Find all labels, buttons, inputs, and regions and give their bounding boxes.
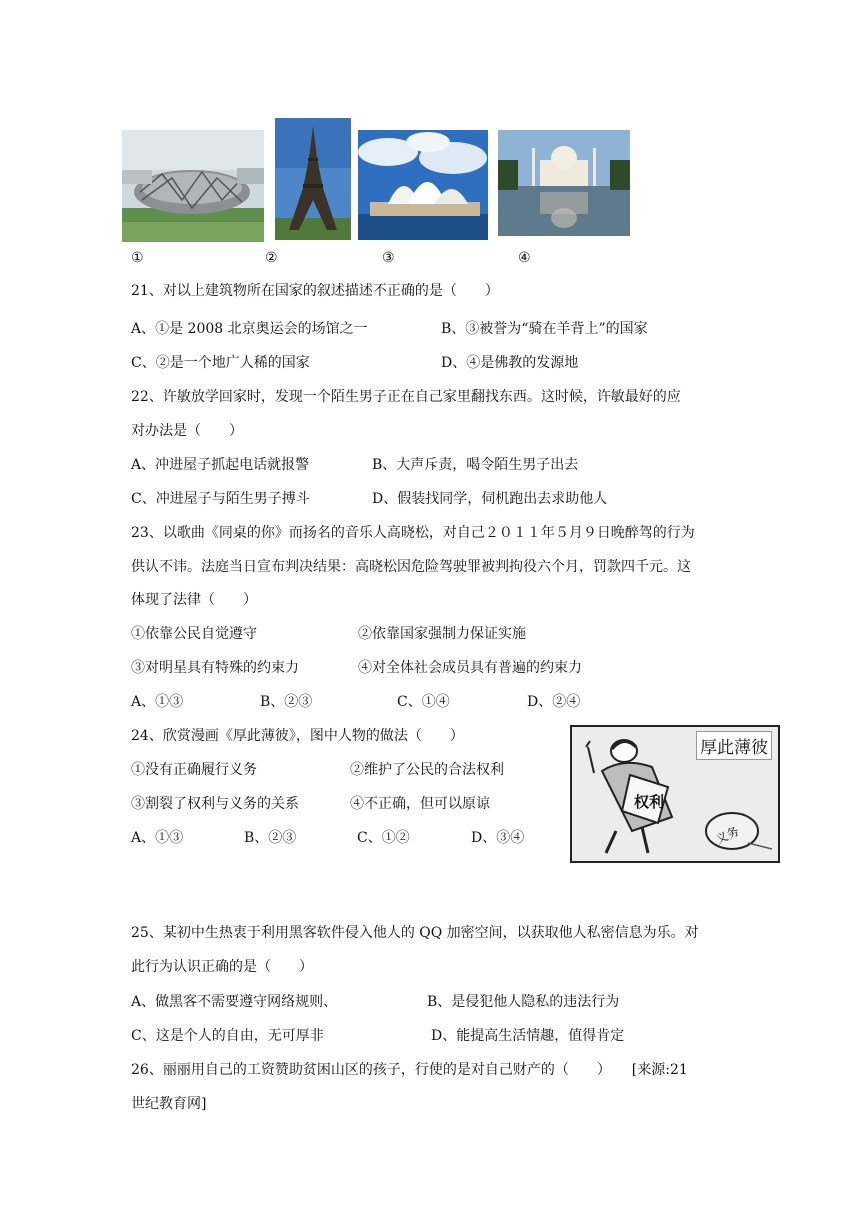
q23-option-a: A、①③ bbox=[131, 694, 184, 710]
q23-option-d: D、②④ bbox=[527, 694, 581, 710]
q25-stem-line2-visible: 此行为认识正确的是（ ） bbox=[131, 959, 313, 975]
q25-option-a: A、做黑客不需要遵守网络规则、 bbox=[131, 994, 338, 1010]
q24-statement-1: ①没有正确履行义务 bbox=[131, 762, 257, 778]
q26-stem-line1: 26、丽丽用自己的工资赞助贫困山区的孩子，行使的是对自己财产的（ ） [来源:21 bbox=[131, 1062, 688, 1078]
q21-option-d: D、④是佛教的发源地 bbox=[441, 355, 579, 371]
q25-option-c: C、这是个人的自由，无可厚非 bbox=[131, 1028, 324, 1044]
photo-label-3: ③ bbox=[382, 250, 395, 266]
q25-option-d: D、能提高生活情趣，值得肯定 bbox=[431, 1028, 625, 1044]
q21-option-a: A、①是 2008 北京奥运会的场馆之一 bbox=[131, 321, 368, 337]
sydney-opera-house-photo bbox=[358, 130, 488, 240]
q24-stem: 24、欣赏漫画《厚此薄彼》，图中人物的做法（ ） bbox=[131, 728, 464, 744]
q22-option-c: C、冲进屋子与陌生男子搏斗 bbox=[131, 491, 310, 507]
q24-option-c: C、①② bbox=[357, 830, 410, 846]
q22-option-d: D、假装找同学，伺机跑出去求助他人 bbox=[372, 491, 608, 507]
q25-option-b: B、是侵犯他人隐私的违法行为 bbox=[427, 994, 620, 1010]
q22-stem-line2: 对办法是（ ） bbox=[131, 423, 243, 439]
q23-option-c: C、①④ bbox=[397, 694, 450, 710]
q24-option-d: D、③④ bbox=[471, 830, 525, 846]
bird-nest-stadium-photo bbox=[122, 130, 264, 242]
q23-statement-2: ②依靠国家强制力保证实施 bbox=[358, 626, 526, 642]
q26-stem-line2: 世纪教育网] bbox=[131, 1096, 207, 1112]
q22-option-b: B、大声斥责，喝令陌生男子出去 bbox=[372, 457, 579, 473]
photo-label-1: ① bbox=[131, 250, 144, 266]
photo-label-4: ④ bbox=[518, 250, 531, 266]
photo-label-2: ② bbox=[265, 250, 278, 266]
q23-stem-line3: 体现了法律（ ） bbox=[131, 592, 257, 608]
eiffel-tower-photo bbox=[275, 118, 351, 240]
cartoon-image bbox=[570, 725, 780, 863]
q24-statement-3: ③割裂了权利与义务的关系 bbox=[131, 796, 299, 812]
q21-stem: 21、对以上建筑物所在国家的叙述描述不正确的是（ ） bbox=[131, 283, 499, 299]
q24-statement-4: ④不正确，但可以原谅 bbox=[350, 796, 490, 812]
q21-option-b: B、③被誉为“骑在羊背上”的国家 bbox=[441, 321, 648, 337]
q25-stem-line1: 25、某初中生热衷于利用黑客软件侵入他人的 QQ 加密空间，以获取他人私密信息为乐。对 bbox=[131, 925, 699, 941]
q23-stem-line1: 23、以歌曲《同桌的你》而扬名的音乐人高晓松，对自己２０１１年５月９日晚醉驾的行为 bbox=[131, 525, 695, 541]
cartoon-bag-label: 权利 bbox=[634, 793, 665, 811]
q23-stem-line2: 供认不讳。法庭当日宣布判决结果：高晓松因危险驾驶罪被判拘役六个月，罚款四千元。这 bbox=[131, 559, 691, 575]
taj-mahal-photo bbox=[498, 130, 630, 236]
q24-statement-2: ②维护了公民的合法权利 bbox=[350, 762, 504, 778]
q21-option-c: C、②是一个地广人稀的国家 bbox=[131, 355, 310, 371]
q23-statement-3: ③对明星具有特殊的约束力 bbox=[131, 660, 299, 676]
q22-option-a: A、冲进屋子抓起电话就报警 bbox=[131, 457, 310, 473]
q24-option-b: B、②③ bbox=[244, 830, 297, 846]
q23-statement-1: ①依靠公民自觉遵守 bbox=[131, 626, 257, 642]
cartoon-title: 厚此薄彼 bbox=[696, 731, 772, 760]
cartoon-small-label: 义务 bbox=[713, 823, 742, 847]
q23-option-b: B、②③ bbox=[260, 694, 313, 710]
q22-stem-line1: 22、许敏放学回家时，发现一个陌生男子正在自己家里翻找东西。这时候，许敏最好的应 bbox=[131, 389, 681, 405]
q24-option-a: A、①③ bbox=[131, 830, 184, 846]
q23-statement-4: ④对全体社会成员具有普遍的约束力 bbox=[358, 660, 582, 676]
